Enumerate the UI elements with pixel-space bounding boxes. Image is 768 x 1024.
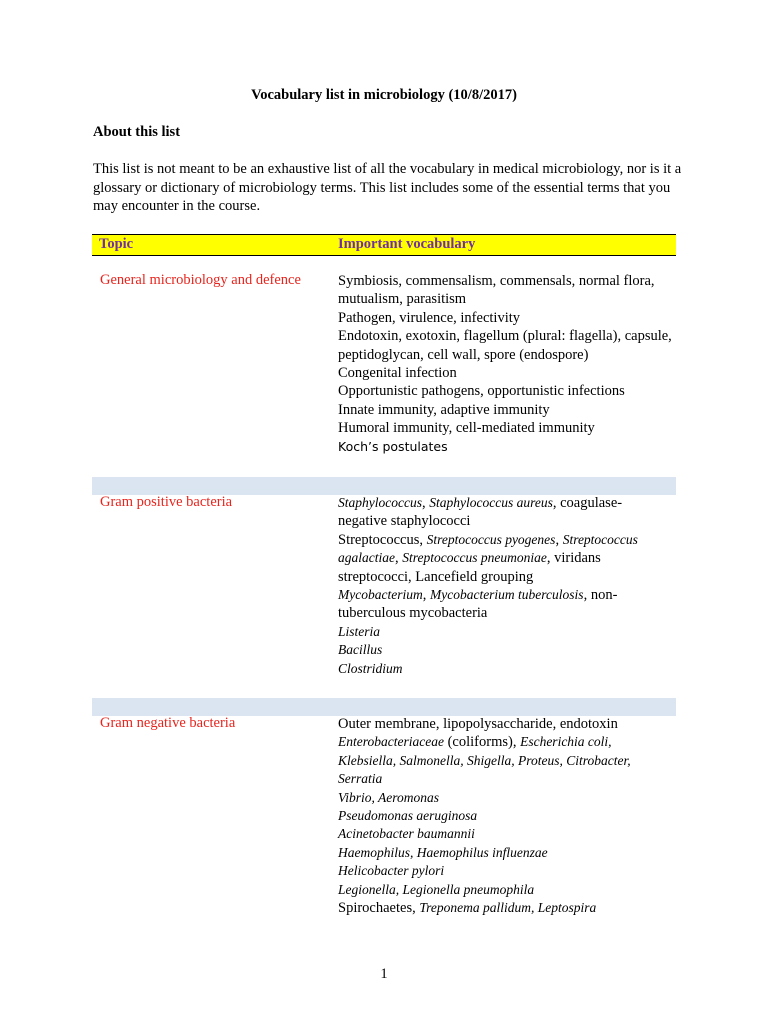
vocab-line: Streptococcus, Streptococcus pyogenes, Streptococcus bbox=[338, 531, 638, 548]
intro-line: may encounter in the course. bbox=[93, 198, 261, 214]
vocab-line: Mycobacterium, Mycobacterium tuberculosis, non- bbox=[338, 587, 618, 604]
header-topic: Topic bbox=[99, 236, 134, 252]
vocab-line: Bacillus bbox=[338, 642, 383, 658]
vocab-gram-negative bbox=[338, 715, 678, 917]
header-vocabulary: Important vocabulary bbox=[338, 236, 476, 252]
topic-gram-positive: Gram positive bacteria bbox=[100, 494, 233, 510]
intro-paragraph bbox=[93, 160, 683, 216]
vocab-line: Legionella, Legionella pneumophila bbox=[338, 881, 535, 897]
vocab-line: Humoral immunity, cell-mediated immunity bbox=[338, 420, 595, 437]
vocab-line: Symbiosis, commensalism, commensals, normal flora, bbox=[338, 273, 655, 289]
vocab-line: streptococci, Lancefield grouping bbox=[338, 568, 534, 585]
vocab-line: Pathogen, virulence, infectivity bbox=[338, 309, 521, 326]
topic-gram-negative: Gram negative bacteria bbox=[100, 715, 236, 731]
vocab-line: Spirochaetes, Treponema pallidum, Leptospira bbox=[338, 900, 597, 917]
vocab-line: Vibrio, Aeromonas bbox=[338, 789, 439, 805]
vocab-line: negative staphylococci bbox=[338, 513, 471, 530]
row-separator bbox=[92, 477, 676, 495]
page-title: Vocabulary list in microbiology (10/8/2017) bbox=[251, 87, 517, 103]
vocab-line: Pseudomonas aeruginosa bbox=[338, 808, 478, 824]
row-separator bbox=[92, 698, 676, 716]
vocab-line: Staphylococcus, Staphylococcus aureus, coagulase- bbox=[338, 495, 623, 511]
vocab-general-microbiology bbox=[338, 272, 678, 456]
vocab-line: Endotoxin, exotoxin, flagellum (plural: flagella), capsule, bbox=[338, 328, 672, 345]
intro-line: This list is not meant to be an exhaustive list of all the vocabulary in medical microbiology, nor is it a bbox=[93, 161, 682, 177]
vocab-line: Koch’s postulates bbox=[338, 438, 448, 454]
vocab-line: Innate immunity, adaptive immunity bbox=[338, 401, 550, 418]
vocab-line: Haemophilus, Haemophilus influenzae bbox=[338, 844, 548, 860]
vocab-line: Acinetobacter baumannii bbox=[338, 826, 475, 842]
intro-line: glossary or dictionary of microbiology terms. This list includes some of the essential terms that you bbox=[93, 179, 671, 196]
page-number: 1 bbox=[380, 966, 388, 982]
vocab-line: Enterobacteriaceae (coliforms), Escherichia coli, bbox=[338, 734, 612, 751]
vocab-line: mutualism, parasitism bbox=[338, 291, 467, 308]
vocab-line: Listeria bbox=[338, 623, 381, 639]
vocab-gram-positive bbox=[338, 494, 678, 678]
table-header bbox=[92, 234, 676, 256]
vocab-line: agalactiae, Streptococcus pneumoniae, viridans bbox=[338, 550, 601, 567]
topic-general-microbiology: General microbiology and defence bbox=[100, 272, 301, 288]
vocab-line: Klebsiella, Salmonella, Shigella, Proteus, Citrobacter, bbox=[338, 752, 631, 768]
vocab-line: tuberculous mycobacteria bbox=[338, 605, 488, 622]
about-heading: About this list bbox=[93, 124, 181, 140]
vocab-line: Serratia bbox=[338, 771, 383, 787]
vocab-line: Outer membrane, lipopolysaccharide, endotoxin bbox=[338, 716, 618, 732]
vocab-line: Clostridium bbox=[338, 660, 403, 676]
vocab-line: Helicobacter pylori bbox=[338, 863, 445, 879]
vocab-line: Opportunistic pathogens, opportunistic infections bbox=[338, 383, 625, 400]
vocab-line: peptidoglycan, cell wall, spore (endospore) bbox=[338, 346, 589, 363]
vocab-line: Congenital infection bbox=[338, 365, 457, 382]
